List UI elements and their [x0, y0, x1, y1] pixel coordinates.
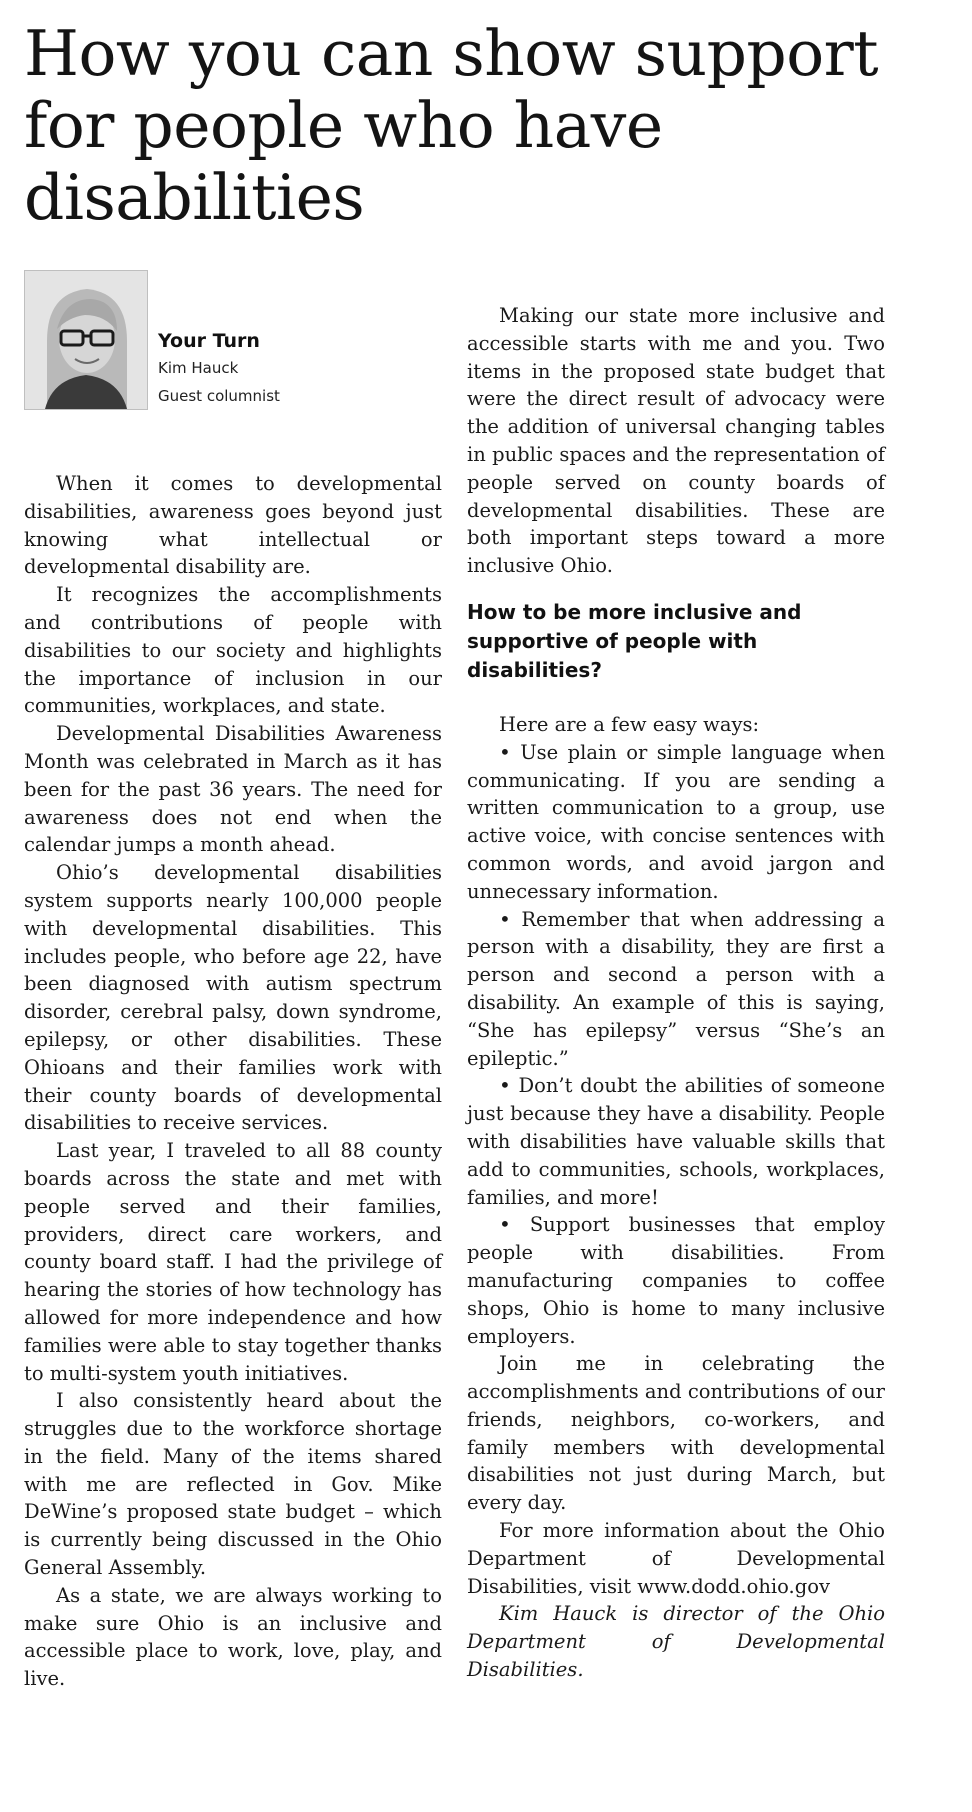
- byline: [24, 270, 444, 410]
- bullet-icon: •: [499, 1212, 511, 1237]
- bullet-text: Don’t doubt the abilities of someone just because they have a disability. People with disabilities have valuable skills that add to communities, schools, workplaces, families, and more!: [467, 1074, 885, 1209]
- byline-text: [158, 328, 280, 410]
- body-paragraph: When it comes to developmental disabilities, awareness goes beyond just knowing what intellectual or developmental disability are.: [24, 472, 442, 579]
- body-paragraph: It recognizes the accomplishments and contributions of people with disabilities to our society and highlights the importance of inclusion in our communities, workplaces, and state.: [24, 583, 442, 718]
- body-paragraph: Making our state more inclusive and accessible starts with me and you. Two items in the proposed state budget that were the direct result of advocacy were the addition of universal changing tables in public spaces and the representation of people served on county boards of developmental disabilities. These are both important steps toward a more inclusive Ohio.: [467, 304, 885, 578]
- bullet-icon: •: [499, 739, 511, 764]
- bullet-text: Support businesses that employ people with disabilities. From manufacturing companies to coffee shops, Ohio is home to many inclusive employers.: [467, 1213, 885, 1348]
- bullet-item: [467, 1072, 885, 1211]
- bullet-text: Use plain or simple language when communicating. If you are sending a written communication to a group, use active voice, with concise sentences with common words, and avoid jargon and unnecessary information.: [467, 740, 885, 903]
- bullet-text: Remember that when addressing a person with a disability, they are first a person and second a person with a disability. An example of this is saying, “She has epilepsy” versus “She’s an epileptic.”: [467, 907, 885, 1070]
- left-column: [24, 470, 442, 1693]
- body-paragraph: Join me in celebrating the accomplishments and contributions of our friends, neighbors, co-workers, and family members with developmental disabilities not just during March, but every day.: [467, 1352, 885, 1515]
- bullet-item: [467, 906, 885, 1073]
- body-paragraph: Last year, I traveled to all 88 county boards across the state and met with people served and their families, providers, direct care workers, and county board staff. I had the privilege of hearing the stories of how technology has allowed for more independence and how families were able to stay together thanks to multi-system youth initiatives.: [24, 1139, 442, 1385]
- bullet-item: [467, 739, 885, 906]
- author-tagline: Kim Hauck is director of the Ohio Department of Developmental Disabilities.: [467, 1602, 885, 1682]
- body-paragraph: Ohio’s developmental disabilities system supports nearly 100,000 people with developmental disabilities. This includes people, who before age 22, have been diagnosed with autism spectrum disorder, cerebral palsy, down syndrome, epilepsy, or other disabilities. These Ohioans and their families work with their county boards of developmental disabilities to receive services.: [24, 861, 442, 1135]
- author-portrait-image: [25, 271, 147, 409]
- body-paragraph: Here are a few easy ways:: [499, 712, 760, 736]
- body-paragraph: I also consistently heard about the struggles due to the workforce shortage in the field. Many of the items shared with me are reflected in Gov. Mike DeWine’s proposed state budget – which is currently being discussed in the Ohio General Assembly.: [24, 1389, 442, 1580]
- bullet-item: [467, 1211, 885, 1350]
- body-paragraph: As a state, we are always working to make sure Ohio is an inclusive and accessible place to work, love, play, and live.: [24, 1583, 442, 1691]
- bullet-icon: •: [499, 1073, 511, 1098]
- byline-role: Guest columnist: [158, 387, 280, 405]
- byline-rubric: Your Turn: [158, 330, 260, 352]
- right-column: [467, 302, 885, 1684]
- byline-author: Kim Hauck: [158, 359, 239, 377]
- author-photo: [24, 270, 148, 410]
- section-subhead: How to be more inclusive and supportive of people with disabilities?: [467, 599, 802, 682]
- bullet-icon: •: [499, 906, 511, 931]
- body-paragraph: Developmental Disabilities Awareness Month was celebrated in March as it has been for the past 36 years. The need for awareness does not end when the calendar jumps a month ahead.: [24, 722, 442, 857]
- body-paragraph: For more information about the Ohio Department of Developmental Disabilities, visit www.dodd.ohio.gov: [467, 1519, 885, 1598]
- headline: How you can show support for people who have disabilities: [24, 17, 879, 234]
